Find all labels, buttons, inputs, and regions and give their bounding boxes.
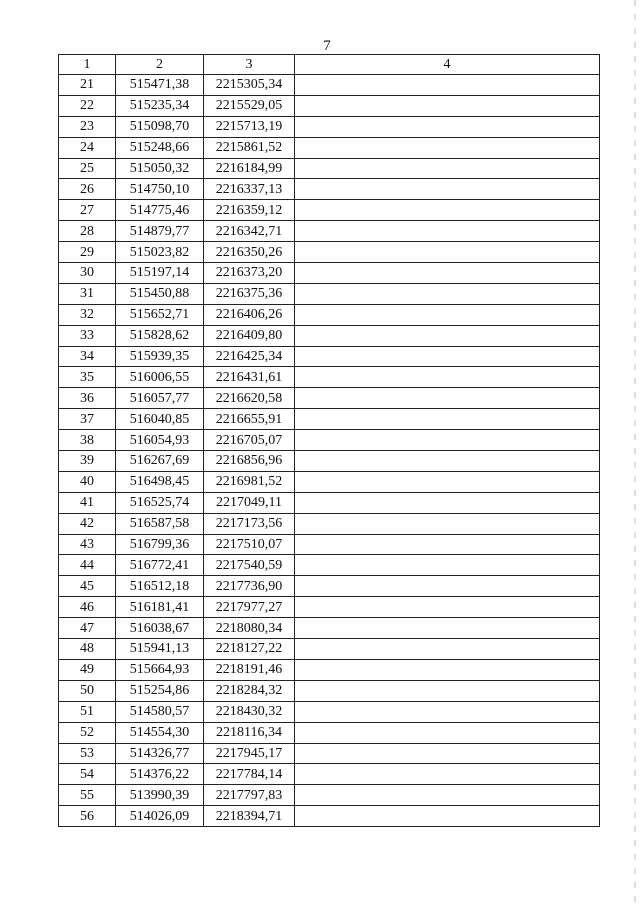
table-row xyxy=(59,409,600,430)
x-coordinate-cell: 515450,88 xyxy=(116,283,204,304)
point-number-cell: 46 xyxy=(59,597,116,618)
x-coordinate-cell: 514026,09 xyxy=(116,806,204,827)
point-number-cell: 36 xyxy=(59,388,116,409)
point-number-cell: 37 xyxy=(59,409,116,430)
y-coordinate-cell: 2216337,13 xyxy=(204,179,295,200)
point-number-cell: 42 xyxy=(59,513,116,534)
description-cell xyxy=(295,764,600,785)
y-coordinate-cell: 2215305,34 xyxy=(204,75,295,96)
y-coordinate-cell: 2218284,32 xyxy=(204,680,295,701)
description-cell xyxy=(295,179,600,200)
x-coordinate-cell: 514750,10 xyxy=(116,179,204,200)
table-row xyxy=(59,451,600,472)
scan-edge-artifact xyxy=(634,0,636,905)
table-row xyxy=(59,639,600,660)
description-cell xyxy=(295,451,600,472)
y-coordinate-cell: 2216350,26 xyxy=(204,242,295,263)
point-number-cell: 31 xyxy=(59,283,116,304)
column-header-3: 3 xyxy=(204,55,295,75)
table-row xyxy=(59,785,600,806)
table-row xyxy=(59,95,600,116)
x-coordinate-cell: 514775,46 xyxy=(116,200,204,221)
table-row xyxy=(59,701,600,722)
x-coordinate-cell: 514326,77 xyxy=(116,743,204,764)
description-cell xyxy=(295,325,600,346)
table-row xyxy=(59,263,600,284)
y-coordinate-cell: 2215861,52 xyxy=(204,137,295,158)
point-number-cell: 33 xyxy=(59,325,116,346)
point-number-cell: 56 xyxy=(59,806,116,827)
point-number-cell: 47 xyxy=(59,618,116,639)
table-row xyxy=(59,764,600,785)
description-cell xyxy=(295,680,600,701)
table-row xyxy=(59,680,600,701)
table-row xyxy=(59,471,600,492)
point-number-cell: 34 xyxy=(59,346,116,367)
x-coordinate-cell: 515652,71 xyxy=(116,304,204,325)
x-coordinate-cell: 516040,85 xyxy=(116,409,204,430)
description-cell xyxy=(295,597,600,618)
x-coordinate-cell: 516772,41 xyxy=(116,555,204,576)
description-cell xyxy=(295,137,600,158)
table-row xyxy=(59,618,600,639)
point-number-cell: 26 xyxy=(59,179,116,200)
table-row xyxy=(59,722,600,743)
point-number-cell: 38 xyxy=(59,430,116,451)
table-row xyxy=(59,659,600,680)
x-coordinate-cell: 516006,55 xyxy=(116,367,204,388)
y-coordinate-cell: 2216342,71 xyxy=(204,221,295,242)
y-coordinate-cell: 2218127,22 xyxy=(204,639,295,660)
x-coordinate-cell: 514376,22 xyxy=(116,764,204,785)
description-cell xyxy=(295,806,600,827)
point-number-cell: 55 xyxy=(59,785,116,806)
description-cell xyxy=(295,304,600,325)
table-row xyxy=(59,283,600,304)
point-number-cell: 21 xyxy=(59,75,116,96)
y-coordinate-cell: 2216406,26 xyxy=(204,304,295,325)
y-coordinate-cell: 2217945,17 xyxy=(204,743,295,764)
y-coordinate-cell: 2216425,34 xyxy=(204,346,295,367)
y-coordinate-cell: 2217736,90 xyxy=(204,576,295,597)
y-coordinate-cell: 2216620,58 xyxy=(204,388,295,409)
x-coordinate-cell: 515939,35 xyxy=(116,346,204,367)
y-coordinate-cell: 2216856,96 xyxy=(204,451,295,472)
y-coordinate-cell: 2216409,80 xyxy=(204,325,295,346)
y-coordinate-cell: 2216375,36 xyxy=(204,283,295,304)
point-number-cell: 22 xyxy=(59,95,116,116)
x-coordinate-cell: 514554,30 xyxy=(116,722,204,743)
x-coordinate-cell: 516512,18 xyxy=(116,576,204,597)
description-cell xyxy=(295,785,600,806)
x-coordinate-cell: 515197,14 xyxy=(116,263,204,284)
page-number: 7 xyxy=(323,38,331,54)
table-row xyxy=(59,534,600,555)
column-header-4: 4 xyxy=(295,55,600,75)
x-coordinate-cell: 516267,69 xyxy=(116,451,204,472)
table-row xyxy=(59,304,600,325)
table-row xyxy=(59,346,600,367)
x-coordinate-cell: 515828,62 xyxy=(116,325,204,346)
table-row xyxy=(59,242,600,263)
x-coordinate-cell: 516181,41 xyxy=(116,597,204,618)
y-coordinate-cell: 2216184,99 xyxy=(204,158,295,179)
point-number-cell: 35 xyxy=(59,367,116,388)
point-number-cell: 39 xyxy=(59,451,116,472)
x-coordinate-cell: 515235,34 xyxy=(116,95,204,116)
description-cell xyxy=(295,221,600,242)
point-number-cell: 30 xyxy=(59,263,116,284)
point-number-cell: 24 xyxy=(59,137,116,158)
description-cell xyxy=(295,346,600,367)
x-coordinate-cell: 515471,38 xyxy=(116,75,204,96)
point-number-cell: 44 xyxy=(59,555,116,576)
y-coordinate-cell: 2218394,71 xyxy=(204,806,295,827)
point-number-cell: 52 xyxy=(59,722,116,743)
y-coordinate-cell: 2217797,83 xyxy=(204,785,295,806)
table-row xyxy=(59,430,600,451)
table-row xyxy=(59,75,600,96)
x-coordinate-cell: 514580,57 xyxy=(116,701,204,722)
description-cell xyxy=(295,75,600,96)
y-coordinate-cell: 2218191,46 xyxy=(204,659,295,680)
table-row xyxy=(59,367,600,388)
point-number-cell: 40 xyxy=(59,471,116,492)
y-coordinate-cell: 2218116,34 xyxy=(204,722,295,743)
table-body xyxy=(59,75,600,827)
x-coordinate-cell: 515098,70 xyxy=(116,116,204,137)
table-row xyxy=(59,743,600,764)
description-cell xyxy=(295,701,600,722)
table-row xyxy=(59,325,600,346)
table-row xyxy=(59,555,600,576)
point-number-cell: 53 xyxy=(59,743,116,764)
x-coordinate-cell: 514879,77 xyxy=(116,221,204,242)
point-number-cell: 28 xyxy=(59,221,116,242)
description-cell xyxy=(295,409,600,430)
description-cell xyxy=(295,639,600,660)
description-cell xyxy=(295,471,600,492)
x-coordinate-cell: 516525,74 xyxy=(116,492,204,513)
y-coordinate-cell: 2217784,14 xyxy=(204,764,295,785)
point-number-cell: 29 xyxy=(59,242,116,263)
x-coordinate-cell: 516057,77 xyxy=(116,388,204,409)
description-cell xyxy=(295,116,600,137)
table-row xyxy=(59,221,600,242)
x-coordinate-cell: 516799,36 xyxy=(116,534,204,555)
description-cell xyxy=(295,722,600,743)
coordinates-table xyxy=(58,54,600,827)
description-cell xyxy=(295,367,600,388)
point-number-cell: 32 xyxy=(59,304,116,325)
table-row xyxy=(59,576,600,597)
description-cell xyxy=(295,618,600,639)
table-row xyxy=(59,200,600,221)
x-coordinate-cell: 515664,93 xyxy=(116,659,204,680)
description-cell xyxy=(295,263,600,284)
point-number-cell: 27 xyxy=(59,200,116,221)
y-coordinate-cell: 2218080,34 xyxy=(204,618,295,639)
x-coordinate-cell: 515941,13 xyxy=(116,639,204,660)
table-row xyxy=(59,179,600,200)
description-cell xyxy=(295,283,600,304)
description-cell xyxy=(295,534,600,555)
y-coordinate-cell: 2215529,05 xyxy=(204,95,295,116)
description-cell xyxy=(295,242,600,263)
column-header-2: 2 xyxy=(116,55,204,75)
point-number-cell: 41 xyxy=(59,492,116,513)
x-coordinate-cell: 516587,58 xyxy=(116,513,204,534)
point-number-cell: 54 xyxy=(59,764,116,785)
y-coordinate-cell: 2218430,32 xyxy=(204,701,295,722)
table-row xyxy=(59,158,600,179)
description-cell xyxy=(295,200,600,221)
point-number-cell: 25 xyxy=(59,158,116,179)
description-cell xyxy=(295,659,600,680)
x-coordinate-cell: 516054,93 xyxy=(116,430,204,451)
table-row xyxy=(59,137,600,158)
x-coordinate-cell: 513990,39 xyxy=(116,785,204,806)
y-coordinate-cell: 2216981,52 xyxy=(204,471,295,492)
description-cell xyxy=(295,743,600,764)
column-header-1: 1 xyxy=(59,55,116,75)
description-cell xyxy=(295,388,600,409)
table-header-row xyxy=(59,55,600,75)
description-cell xyxy=(295,95,600,116)
x-coordinate-cell: 516038,67 xyxy=(116,618,204,639)
point-number-cell: 49 xyxy=(59,659,116,680)
y-coordinate-cell: 2217977,27 xyxy=(204,597,295,618)
description-cell xyxy=(295,492,600,513)
y-coordinate-cell: 2217173,56 xyxy=(204,513,295,534)
y-coordinate-cell: 2217510,07 xyxy=(204,534,295,555)
y-coordinate-cell: 2216373,20 xyxy=(204,263,295,284)
description-cell xyxy=(295,430,600,451)
description-cell xyxy=(295,513,600,534)
table-row xyxy=(59,597,600,618)
table-row xyxy=(59,492,600,513)
y-coordinate-cell: 2217540,59 xyxy=(204,555,295,576)
table-row xyxy=(59,513,600,534)
point-number-cell: 50 xyxy=(59,680,116,701)
point-number-cell: 51 xyxy=(59,701,116,722)
description-cell xyxy=(295,158,600,179)
point-number-cell: 23 xyxy=(59,116,116,137)
y-coordinate-cell: 2216655,91 xyxy=(204,409,295,430)
x-coordinate-cell: 515023,82 xyxy=(116,242,204,263)
y-coordinate-cell: 2216359,12 xyxy=(204,200,295,221)
table-row xyxy=(59,116,600,137)
y-coordinate-cell: 2217049,11 xyxy=(204,492,295,513)
y-coordinate-cell: 2216431,61 xyxy=(204,367,295,388)
x-coordinate-cell: 515050,32 xyxy=(116,158,204,179)
x-coordinate-cell: 515254,86 xyxy=(116,680,204,701)
description-cell xyxy=(295,576,600,597)
point-number-cell: 43 xyxy=(59,534,116,555)
table-row xyxy=(59,388,600,409)
y-coordinate-cell: 2216705,07 xyxy=(204,430,295,451)
point-number-cell: 45 xyxy=(59,576,116,597)
x-coordinate-cell: 515248,66 xyxy=(116,137,204,158)
table-row xyxy=(59,806,600,827)
y-coordinate-cell: 2215713,19 xyxy=(204,116,295,137)
description-cell xyxy=(295,555,600,576)
point-number-cell: 48 xyxy=(59,639,116,660)
x-coordinate-cell: 516498,45 xyxy=(116,471,204,492)
